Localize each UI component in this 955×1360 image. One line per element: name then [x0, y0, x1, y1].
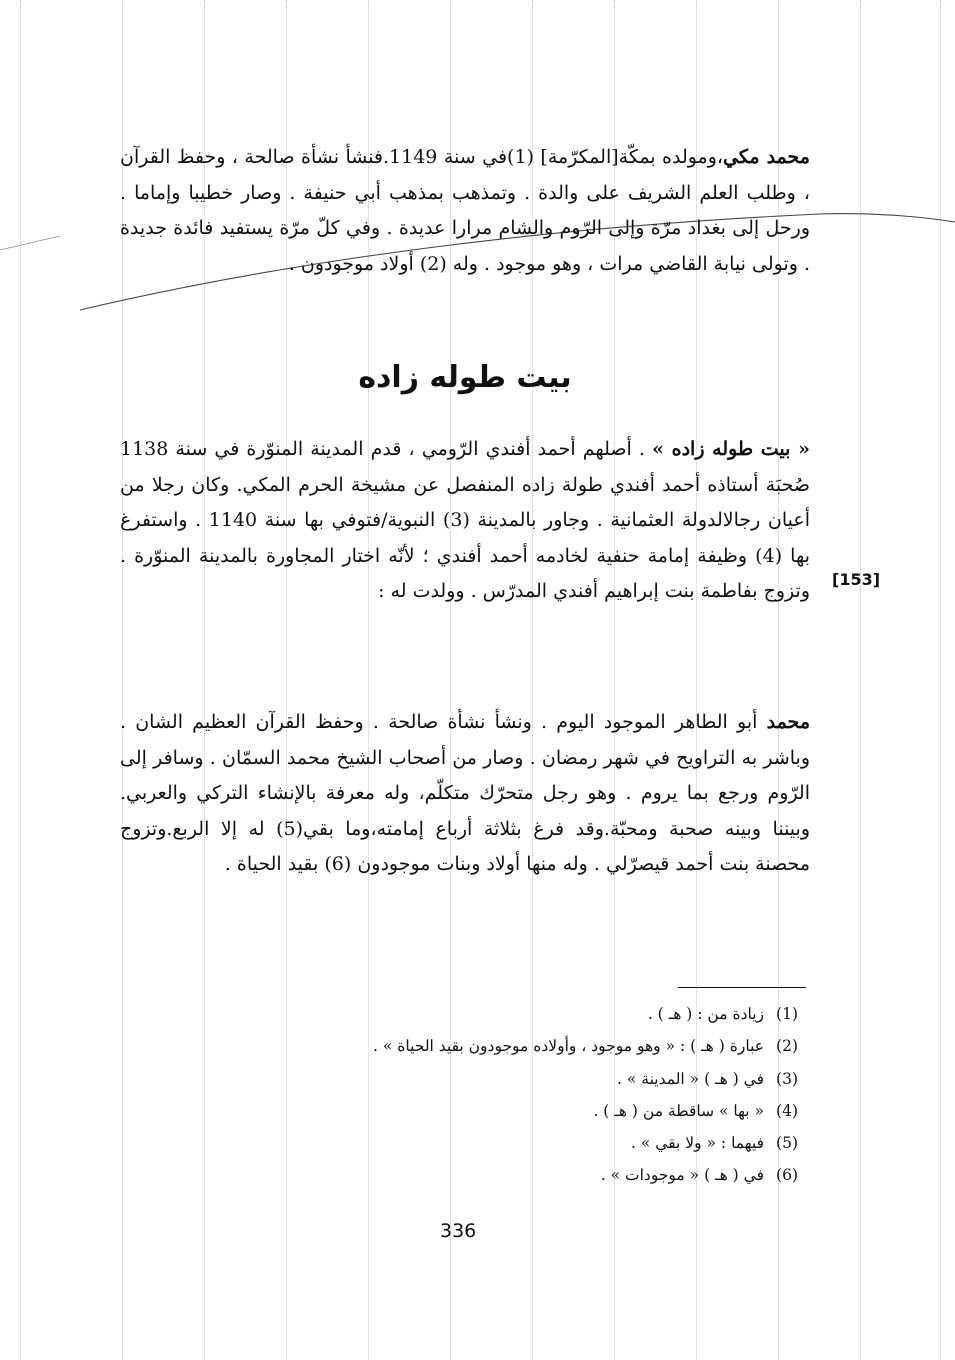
paragraph-body: أبو الطاهر الموجود اليوم . ونشأ نشأة صالحة . وحفظ القرآن العظيم الشان . وباشر به التراويح في شهر رمضان . وصار من أصحاب الشيخ محمد السمّان . وسافر إلى الرّوم ورجع بما يروم . وهو رجل متحرّك متكلّم، وله معرفة بالإنشاء التركي والعربي. وبيننا وبينه صحبة ومحبّة.وقد فرغ بثلاثة أرباع إمامته،وما بقي(5) له إلا الربع.وتزوج محصنة بنت أحمد قيصرّلي . وله منها أولاد وبنات موجودون (6) بقيد الحياة . — [120, 711, 811, 876]
footnote-text: زيادة من : ( هـ ) . — [647, 1005, 764, 1023]
footnote-item — [200, 1159, 798, 1191]
footnote-text: فيهما : « ولا بقي » . — [631, 1134, 764, 1153]
footnotes — [200, 998, 798, 1192]
paragraph-muhammad-makki — [120, 140, 810, 282]
footnote-number: (3) — [776, 1069, 798, 1088]
footnote-item — [200, 998, 798, 1030]
footnote-number: (4) — [776, 1101, 798, 1120]
paragraph-lead: محمد — [766, 711, 810, 733]
paragraph-body: . أصلهم أحمد أفندي الرّومي ، قدم المدينة المنوّرة في سنة 1138 صُحبَة أستاذه أحمد أفندي طولة زاده المنفصل عن مشيخة الحرم المكي. وكان رجلا من أعيان رجالالدولة العثمانية . وجاور بالمدينة (3) النبوية/فتوفي بها سنة 1140 . واستفرغ بها (4) وظيفة إمامة حنفية لخادمه أحمد أفندي ؛ لأنّه اختار المجاورة بالمدينة المنوّرة . وتزوج بفاطمة بنت إبراهيم أفندي المدرّس . وولدت له : — [120, 438, 811, 603]
paragraph-body: ،ومولده بمكّة[المكرّمة] (1)في سنة 1149.فنشأ نشأة صالحة ، وحفظ القرآن ، وطلب العلم الشريف على والدة . وتمذهب بمذهب أبي حنيفة . وصار خطيبا وإماما . ورحل إلى بغداد مرّة وإلى الرّوم والشام مرارا عديدة . وفي كلّ مرّة يستفيد فائدة جديدة . وتولى نيابة القاضي مرات ، وهو موجود . وله (2) أولاد موجودون . — [120, 146, 810, 275]
footnote-text: في ( هـ ) « موجودات » . — [600, 1166, 764, 1185]
paragraph-lead: محمد مكي — [723, 146, 810, 168]
footnote-number: (2) — [776, 1037, 798, 1056]
footnote-item — [200, 1030, 798, 1062]
footnote-separator — [678, 987, 806, 988]
footnote-text: عبارة ( هـ ) : « وهو موجود ، وأولاده موجودون بقيد الحياة » . — [373, 1037, 764, 1056]
footnote-item — [200, 1063, 798, 1095]
footnote-text: « بها » ساقطة من ( هـ ) . — [593, 1101, 764, 1120]
footnote-item — [200, 1095, 798, 1127]
margin-folio-reference: [153] — [832, 570, 881, 589]
section-heading: بيت طوله زاده — [358, 360, 572, 395]
paragraph-family-origin — [120, 432, 810, 610]
paragraph-lead: « بيت طوله زاده » — [652, 438, 810, 460]
page-number: 336 — [440, 1220, 477, 1242]
footnote-number: (5) — [776, 1134, 798, 1153]
paragraph-abu-al-tahir — [120, 705, 810, 883]
footnote-number: (6) — [776, 1166, 798, 1185]
footnote-item — [200, 1127, 798, 1159]
footnote-number: (1) — [776, 1005, 798, 1023]
footnote-text: في ( هـ ) « المدينة » . — [617, 1069, 764, 1088]
